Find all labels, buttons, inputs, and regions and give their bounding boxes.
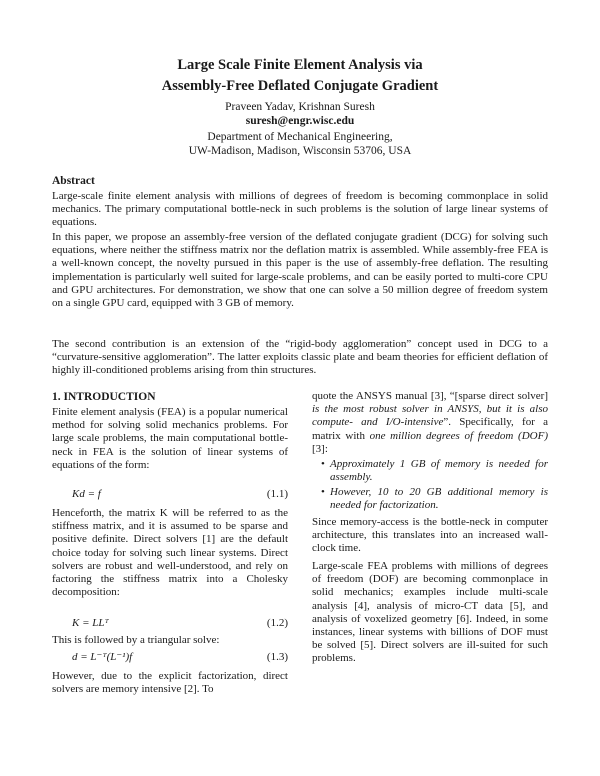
- intro-paragraph-1: Finite element analysis (FEA) is a popular numerical method for solving solid mechanics problems. For large scale problems, the main computational bottle-neck in FEA is the solution of linear systems of equations of the form:: [52, 406, 288, 471]
- bullet-icon: •: [321, 458, 325, 470]
- equation-1-2-expression: K = LLᵀ: [72, 617, 109, 629]
- equation-1-1: [72, 488, 288, 502]
- intro-paragraph-4: However, due to the explicit factorization, direct solvers are memory intensive [2]. To: [52, 670, 288, 696]
- right-paragraph-1: quote the ANSYS manual [3], “[sparse direct solver] is the most robust solver in ANSYS, but it is also compute- and I/O-intensive”. Specifically, for a matrix with one million degrees of freedom (DOF) [3]:: [312, 390, 548, 455]
- paper-title-line1: Large Scale Finite Element Analysis via: [177, 57, 423, 73]
- section-heading-introduction: 1. INTRODUCTION: [52, 391, 156, 403]
- right-paragraph-2: Since memory-access is the bottle-neck in computer architecture, this translates into an increased wall-clock time.: [312, 516, 548, 555]
- bullet-item-2-text: However, 10 to 20 GB additional memory is needed for factorization.: [330, 486, 548, 512]
- equation-1-2-number: (1.2): [266, 617, 288, 629]
- bullet-item-1-text: Approximately 1 GB of memory is needed for assembly.: [330, 458, 548, 484]
- abstract-paragraph-2: In this paper, we propose an assembly-free version of the deflated conjugate gradient (DCG) for solving such equations, where neither the stiffness matrix nor the deflation matrix is assembled. While assembly-free FEA is a well-known concept, the novelty pursued in this paper is the use of assembly-free deflation. The resulting implementation is particularly well suited for large-scale problems, and can be easily ported to multi-core CPU and GPU architectures. For demonstration, we show that one can solve a 50 million degree of freedom system on a single GPU card, equipped with 3 GB of memory.: [52, 231, 548, 310]
- equation-1-3-number: (1.3): [266, 651, 288, 663]
- email: suresh@engr.wisc.edu: [245, 115, 355, 127]
- equation-1-1-number: (1.1): [266, 488, 288, 500]
- intro-paragraph-3: This is followed by a triangular solve:: [52, 634, 220, 646]
- abstract-heading: Abstract: [52, 175, 95, 187]
- affiliation-line2: UW-Madison, Madison, Wisconsin 53706, USA: [188, 145, 412, 157]
- bullet-item-1: [321, 458, 548, 484]
- intro-paragraph-2: Henceforth, the matrix K will be referred to as the stiffness matrix, and it is assumed to be sparse and positive definite. Direct solvers [1] are the default choice today for solving such linear systems. Direct solvers are robust and well-understood, and rely on factoring the stiffness matrix into a Cholesky decomposition:: [52, 507, 288, 599]
- abstract-paragraph-1: Large-scale finite element analysis with millions of degrees of freedom is becoming commonplace in solid mechanics. The primary computational bottle-neck in such problems is the solution of large linear systems of equations.: [52, 190, 548, 229]
- equation-1-3: [72, 651, 288, 665]
- authors: Praveen Yadav, Krishnan Suresh: [225, 101, 375, 113]
- paper-title-line2: Assembly-Free Deflated Conjugate Gradient: [161, 78, 439, 94]
- abstract-paragraph-3: The second contribution is an extension of the “rigid-body agglomeration” concept used in DCG to a “curvature-sensitive agglomeration”. The latter exploits classic plate and beam theories for efficient deflation of highly ill-conditioned problems arising from thin structures.: [52, 338, 548, 377]
- affiliation-line1: Department of Mechanical Engineering,: [207, 131, 393, 143]
- right-paragraph-3: Large-scale FEA problems with millions of degrees of freedom (DOF) are becoming commonplace in solid mechanics; examples include multi-scale analysis [4], analysis of micro-CT data [5], and analysis of voxelized geometry [6]. Indeed, in some instances, linear systems with billions of DOF must be solved [5]. Direct solvers are ill-suited for such problems.: [312, 560, 548, 665]
- equation-1-1-expression: Kd = f: [72, 488, 101, 500]
- equation-1-2: [72, 617, 288, 631]
- equation-1-3-expression: d = L⁻ᵀ(L⁻¹)f: [72, 651, 133, 663]
- bullet-item-2: [321, 486, 548, 512]
- bullet-icon: •: [321, 486, 325, 498]
